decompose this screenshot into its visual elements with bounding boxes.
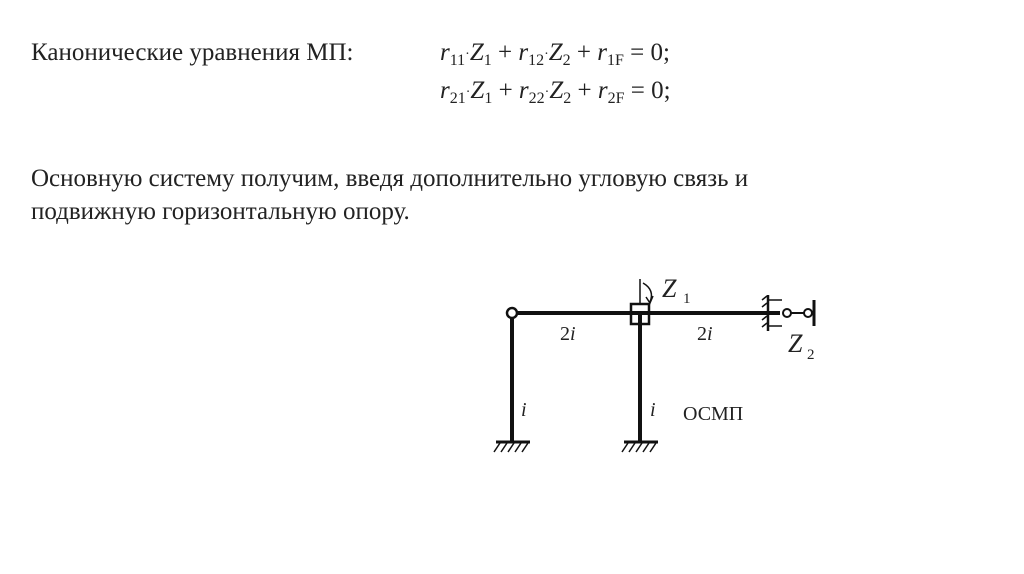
z1-label: Z [662,274,677,303]
eq1-r11: r [440,39,450,66]
eq2-plus-2: + [571,77,598,104]
fixed-support-middle-icon [622,442,658,452]
eq1-r12: r [518,39,529,66]
hinge-icon [507,308,517,318]
eq1-z1-sub: 1 [483,52,492,69]
z2-label-sub: 2 [807,347,815,363]
eq2-z2: Z [549,77,564,104]
eq1-dot-2: · [544,47,549,62]
eq1-r1f-sub: 1F [606,52,624,69]
beam-left-label: 2i [560,323,576,345]
system-label: ОСМП [683,403,744,425]
eq2-dot-1: · [465,85,471,100]
eq2-r2f: r [597,77,608,104]
eq2-z1-sub: 1 [484,90,493,107]
eq2-r21: r [440,77,450,104]
eq2-r2f-sub: 2F [607,90,625,107]
paragraph-line-2: подвижную горизонтальную опору. [31,198,410,225]
eq2-r21-sub: 21 [449,90,466,107]
beam-right-label: 2i [697,323,713,345]
column-left-label: i [521,399,527,421]
eq1-plus-1: + [491,39,519,66]
eq2-tail: = 0; [624,77,671,104]
eq1-z2-sub: 2 [562,52,571,69]
eq1-z1: Z [469,39,484,66]
fixed-support-left-icon [494,442,530,452]
eq1-plus-2: + [570,39,598,66]
eq1-r11-sub: 11 [449,52,466,69]
eq1-z2: Z [548,39,563,66]
eq1-r1f: r [597,39,607,66]
eq2-plus-1: + [492,77,519,104]
paragraph-line-1: Основную систему получим, введя дополнительно угловую связь и [31,165,749,192]
eq2-dot-2: · [544,85,550,100]
rotation-arrowhead-icon [646,296,653,303]
eq1-tail: = 0; [623,39,670,66]
equations-label: Канонические уравнения МП: [31,39,354,66]
z1-label-sub: 1 [683,291,691,307]
eq2-z2-sub: 2 [563,90,572,107]
eq2-z1: Z [470,77,485,104]
z2-label: Z [788,329,803,358]
eq1-dot-1: · [465,47,470,62]
column-middle-label: i [650,399,656,421]
eq2-r22-sub: 22 [528,90,545,107]
eq1-r12-sub: 12 [528,52,545,69]
eq2-r22: r [518,77,529,104]
